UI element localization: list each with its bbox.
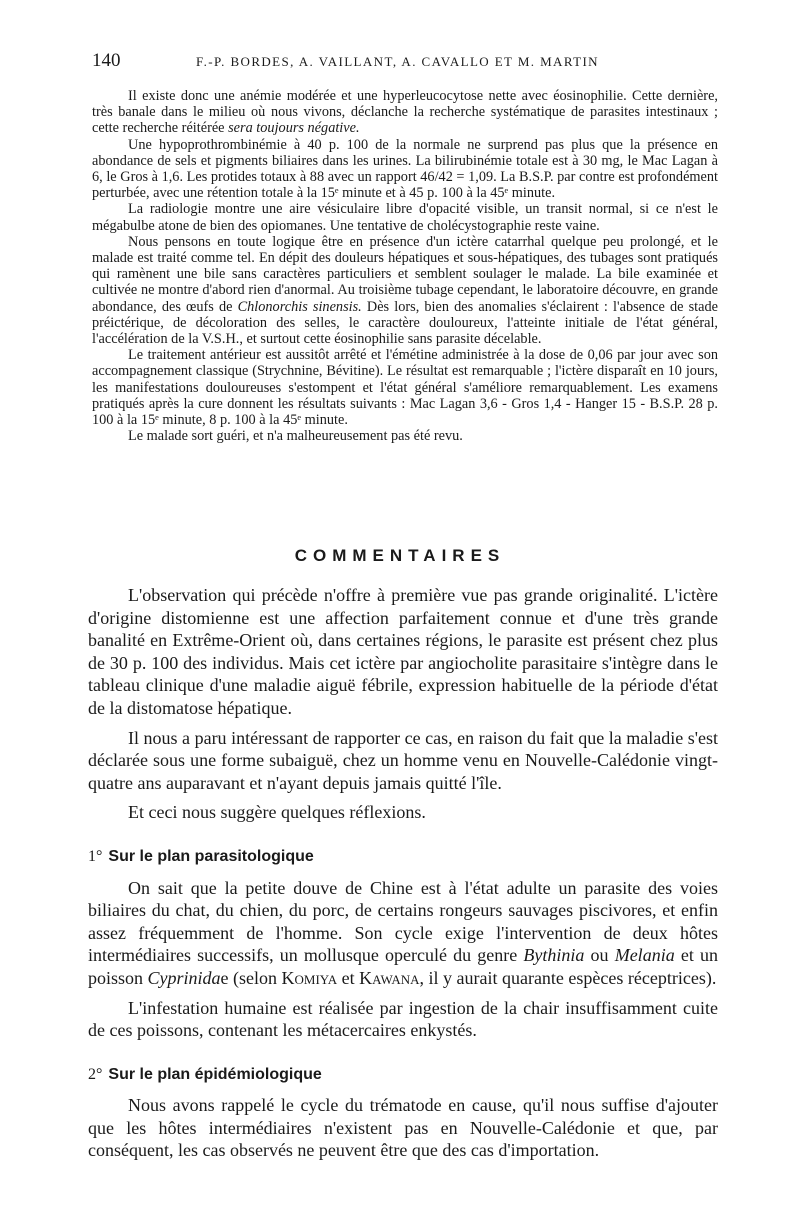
observation-section: [92, 88, 718, 444]
subsection-title: Sur le plan parasitologique: [108, 847, 314, 865]
body-paragraph: L'observation qui précède n'offre à première vue pas grande originalité. L'ictère d'origine distomienne est une affection parfaitement connue et d'une très grande banalité en Extrême-Orient où, dans certaines régions, le parasite est présent chez plus de 30 p. 100 des individus. Mais cet ictère par angiocholite parasitaire s'intègre dans le tableau clinique d'une maladie aiguë fébrile, expression habituelle de la période d'état de la distomatose hépatique.: [88, 585, 718, 718]
subsection-title: Sur le plan épidémiologique: [108, 1065, 322, 1083]
text-run: et un poisson: [88, 945, 718, 988]
text-run: et: [337, 967, 360, 988]
text-run: Dès lors, bien des anomalies s'éclairent : l'absence de stade préictérique, de décoloration des selles, le caractère douloureux, l'atteinte initiale de l'état général, l'accélération de la V.S.H., et surtout cette éosinophilie sans parasite décelable.: [92, 298, 718, 348]
subsection-number: 1°: [88, 847, 103, 865]
page-number: 140: [92, 50, 121, 71]
text-run: Nous pensons en toute logique être en présence d'un ictère catarrhal quelque peu prolongé, et le malade est traité comme tel. En dépit des douleurs hépatiques et sous-hépatiques, des tubages sont pratiqués qui ramènent une bile sans caractères particuliers et semblent soulager le malade. La bile examinée et cultivée ne montre d'abord rien d'anormal. Au troisième tubage cependant, le laboratoire découvre, en grande abondance, des œufs de: [92, 233, 718, 315]
author-name: Kawana: [359, 967, 420, 988]
subsection-number: 2°: [88, 1065, 103, 1083]
observation-paragraph: Le malade sort guéri, et n'a malheureusement pas été revu.: [128, 428, 463, 445]
observation-paragraph: Le traitement antérieur est aussitôt arrêté et l'émétine administrée à la dose de 0,06 par jour avec son accompagnement classique (Strychnine, Bévitine). Le résultat est remarquable ; l'ictère disparaît en 10 jours, les manifestations douloureuses s'estompent et l'état général s'améliore remarquablement. Les examens pratiqués après la cure donnent les résultats suivants : Mac Lagan 3,6 - Gros 1,4 - Hanger 15 - B.S.P. 28 p. 100 à la 15ᵉ minute, 8 p. 100 à la 45ᵉ minute.: [92, 347, 718, 429]
body-paragraph: Il nous a paru intéressant de rapporter ce cas, en raison du fait que la maladie s'est déclarée sous une forme subaiguë, chez un homme venu en Nouvelle-Calédonie vingt-quatre ans auparavant et n'ayant depuis jamais quitté l'île.: [88, 727, 718, 793]
body-paragraph: [88, 877, 718, 990]
text-run: Il existe donc une anémie modérée et une hyperleucocytose nette avec éosinophilie. Cette dernière, très banale dans le milieu où nous vivons, déclanche la recherche systématique de parasites intestinaux ; cette recherche réitérée: [92, 88, 718, 137]
body-paragraph: L'infestation humaine est réalisée par ingestion de la chair insuffisamment cuite de ces poissons, contenant les métacercaires enkystés.: [88, 997, 718, 1041]
text-run: e (selon: [220, 967, 282, 988]
subsection-heading: [88, 846, 718, 869]
text-run: , il y aurait quarante espèces réceptrices).: [419, 967, 717, 988]
observation-paragraph: Une hypoprothrombinémie à 40 p. 100 de la normale ne surprend pas plus que la présence en abondance de sels et pigments biliaires dans les urines. La bilirubinémie totale est à 30 mg, le Mac Lagan à 6, le Gros à 1,6. Les protides totaux à 88 avec un rapport 46/42 = 1,09. La B.S.P. par contre est profondément perturbée, avec une rétention totale à la 15ᵉ minute et à 45 p. 100 à la 45ᵉ minute.: [92, 136, 718, 202]
observation-paragraph: [92, 88, 718, 137]
commentaires-section: [88, 584, 718, 1169]
body-paragraph: Et ceci nous suggère quelques réflexions.: [128, 802, 426, 823]
species-name: Chlonorchis sinensis.: [237, 298, 362, 315]
emphasis: sera toujours négative.: [228, 120, 360, 137]
author-name: Komiya: [281, 967, 338, 988]
family-name: Cyprinida: [147, 967, 221, 988]
header-authors: F.-P. BORDES, A. VAILLANT, A. CAVALLO ET M. MARTIN: [196, 54, 599, 69]
genus-name: Melania: [614, 945, 675, 966]
genus-name: Bythinia: [523, 945, 585, 966]
observation-paragraph: La radiologie montre une aire vésiculaire libre d'opacité visible, un transit normal, si ce n'est le mégabulbe atone de bien des opiomanes. Une tentative de cholécystographie reste vaine.: [92, 201, 718, 234]
text-run: On sait que la petite douve de Chine est à l'état adulte un parasite des voies biliaires du chat, du chien, du porc, de certains rongeurs sauvages piscivores, et enfin assez fréquemment de l'homme. Son cycle exige l'intervention de deux hôtes intermédiaires successifs, un mollusque operculé du genre: [88, 877, 718, 966]
body-paragraph: Nous avons rappelé le cycle du trématode en cause, qu'il nous suffise d'ajouter que les hôtes intermédiaires n'existent pas en Nouvelle-Calédonie et que, par conséquent, les cas observés ne peuvent être que des cas d'importation.: [88, 1095, 718, 1161]
subsection-heading: [88, 1064, 718, 1087]
text-run: ou: [584, 945, 615, 966]
section-heading: COMMENTAIRES: [294, 546, 506, 565]
running-header: [92, 50, 712, 74]
observation-paragraph: [92, 234, 718, 347]
